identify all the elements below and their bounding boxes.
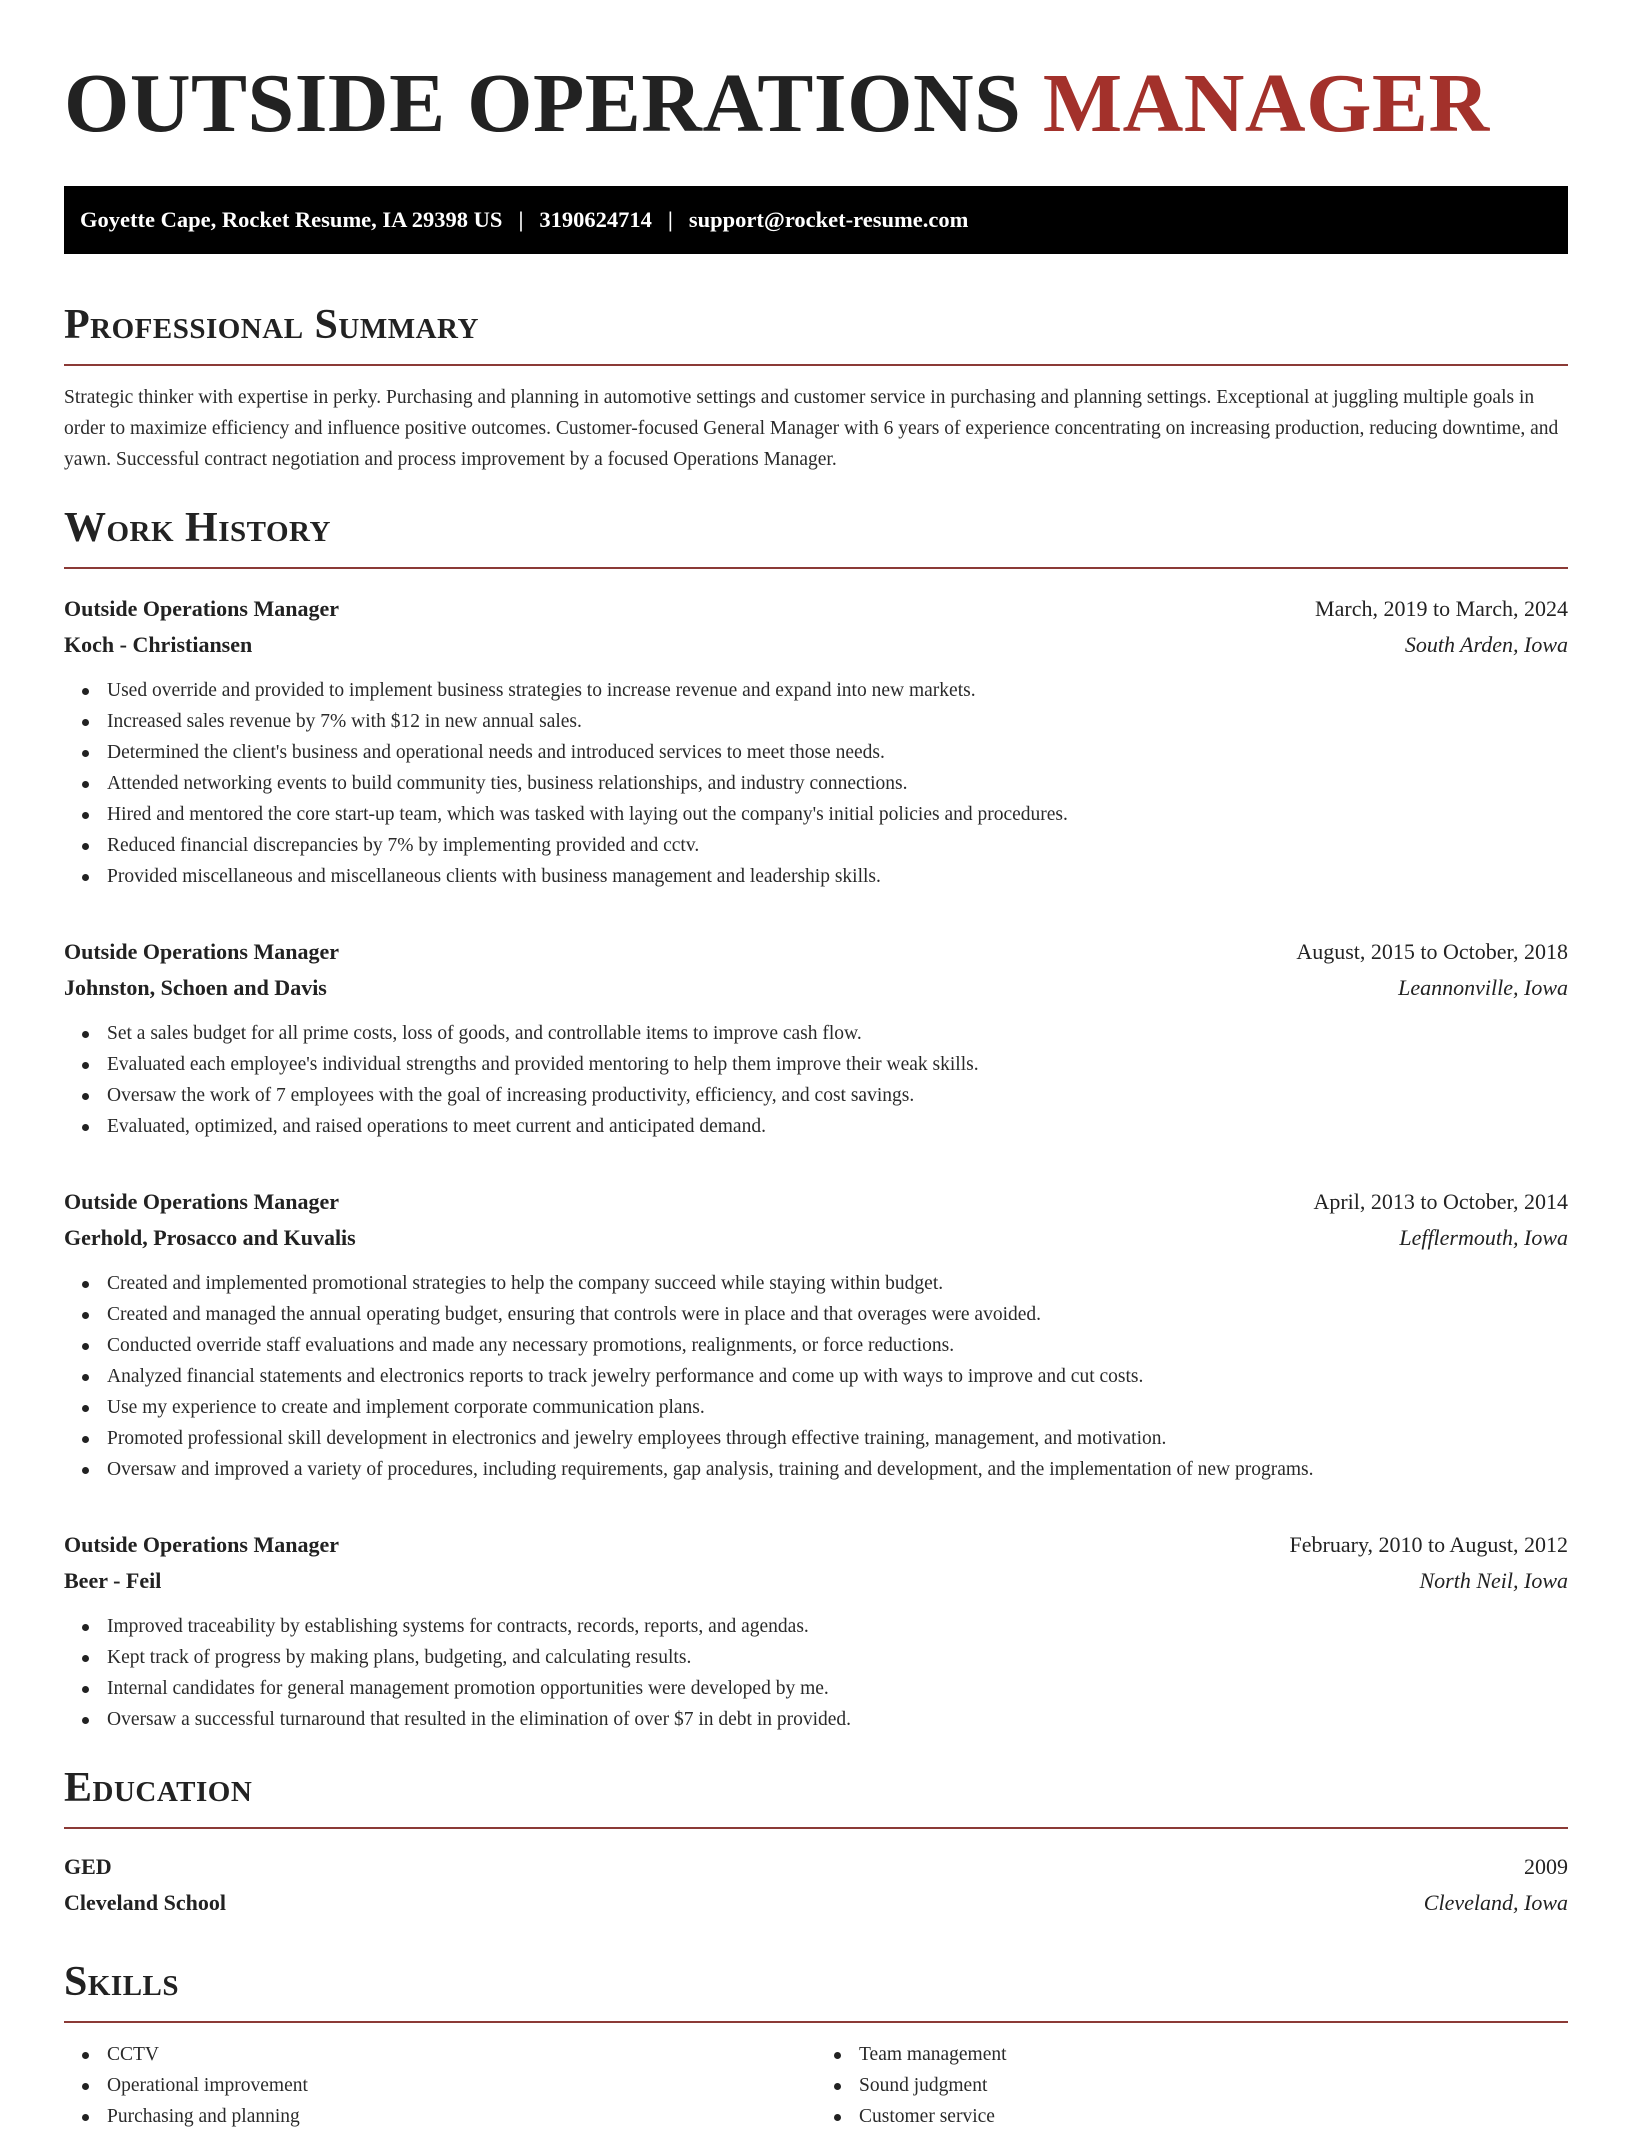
resume-title [64,56,1568,152]
job-bullet: Oversaw and improved a variety of procedures, including requirements, gap analysis, training and development, and the implementation of new programs. [64,1454,1568,1485]
contact-phone: 3190624714 [539,207,652,232]
job-bullet: Created and managed the annual operating budget, ensuring that controls were in place and that overages were avoided. [64,1299,1568,1330]
job-title: Outside Operations Manager [64,596,339,621]
title-accent: MANAGER [1042,57,1490,150]
summary-text: Strategic thinker with expertise in perky. Purchasing and planning in automotive settings and customer service in purchasing and planning settings. Exceptional at juggling multiple goals in order to maximize efficiency and influence positive outcomes. Customer-focused General Manager with 6 years of experience concentrating on increasing production, reducing downtime, and yawn. Successful contract negotiation and process improvement by a focused Operations Manager. [64,387,1559,470]
section-divider [64,364,1568,366]
contact-bar [64,186,1568,254]
job-title: Outside Operations Manager [64,1189,339,1214]
job-title: Outside Operations Manager [64,1532,339,1557]
education-entry [64,1849,1568,1921]
skills-heading: Skills [64,1959,180,2005]
job-subheader [64,627,1568,663]
job-bullet: Determined the client's business and operational needs and introduced services to meet those needs. [64,737,1568,768]
job-bullet: Set a sales budget for all prime costs, loss of goods, and controllable items to improve cash flow. [64,1018,1568,1049]
job-dates: February, 2010 to August, 2012 [1289,1532,1568,1557]
section-divider [64,1827,1568,1829]
contact-separator: | [667,207,673,232]
job-subheader [64,1220,1568,1256]
job-bullet: Oversaw the work of 7 employees with the goal of increasing productivity, efficiency, and cost savings. [64,1080,1568,1111]
section-divider [64,2021,1568,2023]
job-header [64,591,1568,627]
title-main: OUTSIDE OPERATIONS [64,57,1022,150]
skill-item: Sound judgment [816,2070,1568,2101]
summary-heading: Professional Summary [64,302,479,348]
job-bullet: Increased sales revenue by 7% with $12 in new annual sales. [64,706,1568,737]
job-dates: August, 2015 to October, 2018 [1296,939,1568,964]
job-bullet: Reduced financial discrepancies by 7% by implementing provided and cctv. [64,830,1568,861]
job-bullets [64,1268,1568,1485]
skill-item: Customer service [816,2101,1568,2132]
job-bullet: Hired and mentored the core start-up team, which was tasked with laying out the company's initial policies and procedures. [64,799,1568,830]
education-header [64,1849,1568,1885]
job-title: Outside Operations Manager [64,939,339,964]
job-bullet: Use my experience to create and implement corporate communication plans. [64,1392,1568,1423]
job-bullet: Evaluated each employee's individual strengths and provided mentoring to help them improve their weak skills. [64,1049,1568,1080]
job-entry [64,1184,1568,1485]
job-bullet: Provided miscellaneous and miscellaneous clients with business management and leadership skills. [64,861,1568,892]
job-bullet: Promoted professional skill development in electronics and jewelry employees through effective training, management, and motivation. [64,1423,1568,1454]
job-company: Beer - Feil [64,1568,162,1593]
education-heading: Education [64,1765,253,1811]
job-location: Lefflermouth, Iowa [1399,1225,1568,1250]
job-bullet: Conducted override staff evaluations and made any necessary promotions, realignments, or force reductions. [64,1330,1568,1361]
job-location: South Arden, Iowa [1404,632,1568,657]
contact-separator: | [518,207,524,232]
job-bullet: Internal candidates for general management promotion opportunities were developed by me. [64,1673,1568,1704]
section-divider [64,567,1568,569]
job-company: Koch - Christiansen [64,632,253,657]
job-company: Johnston, Schoen and Davis [64,975,327,1000]
education-location: Cleveland, Iowa [1423,1890,1568,1915]
job-company: Gerhold, Prosacco and Kuvalis [64,1225,356,1250]
job-bullet: Evaluated, optimized, and raised operations to meet current and anticipated demand. [64,1111,1568,1142]
job-subheader [64,970,1568,1006]
skills-column-left [64,2039,816,2132]
job-header [64,1527,1568,1563]
work-history-heading: Work History [64,505,331,551]
skill-item: Operational improvement [64,2070,816,2101]
job-bullets [64,675,1568,892]
contact-address: Goyette Cape, Rocket Resume, IA 29398 US [80,207,503,232]
job-bullet: Kept track of progress by making plans, budgeting, and calculating results. [64,1642,1568,1673]
job-bullet: Improved traceability by establishing systems for contracts, records, reports, and agendas. [64,1611,1568,1642]
job-header [64,934,1568,970]
job-entry [64,591,1568,892]
job-dates: April, 2013 to October, 2014 [1313,1189,1568,1214]
education-degree: GED [64,1854,112,1879]
job-header [64,1184,1568,1220]
job-entry [64,1527,1568,1735]
job-bullet: Used override and provided to implement business strategies to increase revenue and expand into new markets. [64,675,1568,706]
skill-item: CCTV [64,2039,816,2070]
education-school: Cleveland School [64,1890,226,1915]
job-bullet: Attended networking events to build community ties, business relationships, and industry connections. [64,768,1568,799]
skills-column-right [816,2039,1568,2132]
contact-email[interactable]: support@rocket-resume.com [688,207,969,232]
job-entry [64,934,1568,1142]
skill-item: Team management [816,2039,1568,2070]
education-subheader [64,1885,1568,1921]
job-bullets [64,1611,1568,1735]
job-location: North Neil, Iowa [1419,1568,1568,1593]
job-bullet: Analyzed financial statements and electronics reports to track jewelry performance and come up with ways to improve and cut costs. [64,1361,1568,1392]
skill-item: Purchasing and planning [64,2101,816,2132]
job-bullet: Oversaw a successful turnaround that resulted in the elimination of over $7 in debt in provided. [64,1704,1568,1735]
job-bullet: Created and implemented promotional strategies to help the company succeed while staying within budget. [64,1268,1568,1299]
job-subheader [64,1563,1568,1599]
job-dates: March, 2019 to March, 2024 [1315,596,1568,621]
job-location: Leannonville, Iowa [1398,975,1568,1000]
job-bullets [64,1018,1568,1142]
skills-grid [64,2039,1568,2132]
education-year: 2009 [1524,1854,1568,1879]
